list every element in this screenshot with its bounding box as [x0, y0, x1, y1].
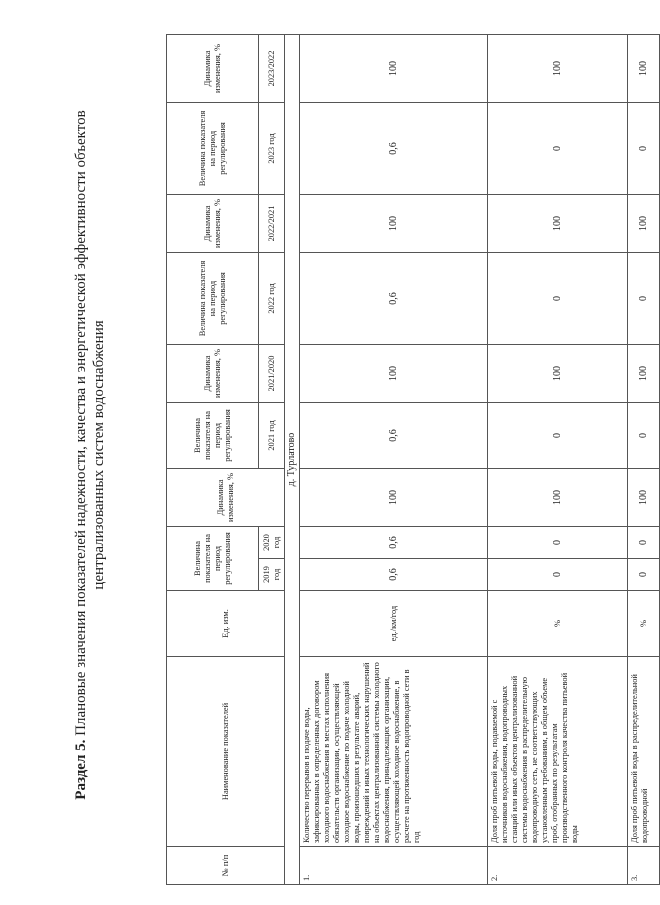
- header-value-2022: Величина показателя на период регулирования: [167, 253, 259, 345]
- row1-v2022: 0,6: [300, 253, 488, 345]
- row2-d2020: 100: [488, 469, 628, 527]
- header-year-2022: 2022 год: [259, 253, 285, 345]
- row2-v2023: 0: [488, 103, 628, 195]
- row1-name: Количество перерывов в подаче воды, зафиксированных в определенных договором холодного водоснабжения в местах исполнения обязательств организации, осуществляющей холодное водоснабжение по подаче холодной воды, произошедших в результате аварий, повреждений и иных технологических нарушений на объектах централизованной системы холодного водоснабжения, принадлежащих организации, осуществляющей холодное водоснабжение, в расчете на протяженность водопроводной сети в год: [300, 657, 488, 847]
- row2-d2021: 100: [488, 345, 628, 403]
- row2-v2022: 0: [488, 253, 628, 345]
- row3-d2023: 100: [628, 35, 660, 103]
- row1-d2021: 100: [300, 345, 488, 403]
- row3-unit: %: [628, 591, 660, 657]
- row1-v2023: 0,6: [300, 103, 488, 195]
- header-year-2020: 2020 год: [259, 527, 285, 559]
- header-dyn-2023: Динамика изменения, %: [167, 35, 259, 103]
- row1-v2019: 0,6: [300, 559, 488, 591]
- row3-v2020: 0: [628, 527, 660, 559]
- header-dyn-2020: Динамика изменения, %: [167, 469, 285, 527]
- row3-name: Доля проб питьевой воды в распределительной водопроводной: [628, 657, 660, 847]
- header-value-2023: Величина показателя на период регулирования: [167, 103, 259, 195]
- row2-d2023: 100: [488, 35, 628, 103]
- header-period-2023-2022: 2023/2022: [259, 35, 285, 103]
- row3-num: 3.: [628, 847, 660, 885]
- header-name: Наименование показателей: [167, 657, 285, 847]
- row2-v2021: 0: [488, 403, 628, 469]
- indicators-table: [166, 34, 660, 885]
- header-num: № п/п: [167, 847, 285, 885]
- row3-v2023: 0: [628, 103, 660, 195]
- row3-d2021: 100: [628, 345, 660, 403]
- header-year-2023: 2023 год: [259, 103, 285, 195]
- header-value-2021: Величина показателя на период регулирования: [167, 403, 259, 469]
- location-row: д. Турлатово: [285, 35, 300, 885]
- row3-d2020: 100: [628, 469, 660, 527]
- header-year-2021: 2021 год: [259, 403, 285, 469]
- section-label: Раздел 5.: [73, 739, 89, 800]
- row1-d2020: 100: [300, 469, 488, 527]
- row3-v2021: 0: [628, 403, 660, 469]
- row3-v2022: 0: [628, 253, 660, 345]
- row2-d2022: 100: [488, 195, 628, 253]
- row1-d2023: 100: [300, 35, 488, 103]
- row1-unit: ед./км/год: [300, 591, 488, 657]
- row3-d2022: 100: [628, 195, 660, 253]
- row1-v2020: 0,6: [300, 527, 488, 559]
- row1-v2021: 0,6: [300, 403, 488, 469]
- row2-name: Доля проб питьевой воды, подаваемой с источников водоснабжения, водопроводных станций или иных объектов централизованной системы водоснабжения в распределительную водопроводную сеть, не соответствующих установленным требованиям, в общем объеме проб, отобранных по результатам производственного контроля качества питьевой воды: [488, 657, 628, 847]
- header-unit: Ед. изм.: [167, 591, 285, 657]
- row2-unit: %: [488, 591, 628, 657]
- page-title: [72, 65, 108, 845]
- title-line2: централизованных систем водоснабжения: [91, 320, 107, 590]
- title-line1: Плановые значения показателей надежности, качества и энергетической эффективности объектов: [73, 110, 89, 736]
- row2-num: 2.: [488, 847, 628, 885]
- header-period-2022-2021: 2022/2021: [259, 195, 285, 253]
- row1-d2022: 100: [300, 195, 488, 253]
- row3-v2019: 0: [628, 559, 660, 591]
- header-year-2019: 2019 год: [259, 559, 285, 591]
- row2-v2019: 0: [488, 559, 628, 591]
- header-dyn-2021: Динамика изменения, %: [167, 345, 259, 403]
- header-value-2019-2020: Величина показателя на период регулирования: [167, 527, 259, 591]
- header-dyn-2022: Динамика изменения, %: [167, 195, 259, 253]
- row1-num: 1.: [300, 847, 488, 885]
- row2-v2020: 0: [488, 527, 628, 559]
- header-period-2021-2020: 2021/2020: [259, 345, 285, 403]
